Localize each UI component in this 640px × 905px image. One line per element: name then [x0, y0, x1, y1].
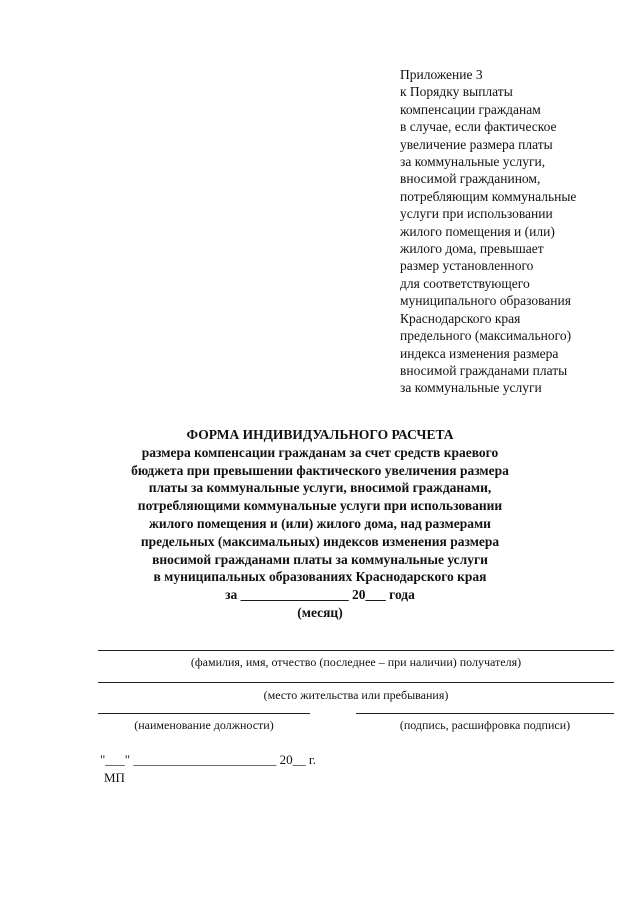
appendix-line: предельного (максимального): [400, 328, 572, 344]
appendix-line: Приложение 3: [400, 67, 483, 82]
recipient-name-caption: (фамилия, имя, отчество (последнее – при наличии) получателя): [190, 655, 522, 669]
form-subtitle-line: предельных (максимальных) индексов изменения размера: [140, 533, 500, 549]
form-heading: ФОРМА ИНДИВИДУАЛЬНОГО РАСЧЕТА: [186, 427, 454, 442]
appendix-line: жилого помещения и (или): [400, 223, 555, 239]
appendix-line: индекса изменения размера: [400, 345, 559, 361]
appendix-line: для соответствующего: [400, 275, 530, 291]
period-year-suffix: года: [389, 587, 415, 602]
appendix-line: вносимой гражданами платы: [400, 362, 568, 378]
period-line: [60, 586, 580, 604]
period-year[interactable]: 20___: [352, 587, 386, 602]
form-title-block: [60, 426, 580, 586]
appendix-line: увеличение размера платы: [400, 136, 553, 152]
appendix-line: размер установленного: [400, 258, 534, 274]
position-field[interactable]: [98, 713, 310, 714]
residence-caption: (место жительства или пребывания): [263, 688, 449, 702]
date-field[interactable]: "___" ______________________ 20__ г.: [100, 752, 316, 767]
form-subtitle-line: жилого помещения и (или) жилого дома, над размерами: [149, 515, 491, 531]
form-subtitle-line: бюджета при превышении фактического увеличения размера: [131, 462, 509, 478]
recipient-name-field[interactable]: [98, 650, 614, 651]
appendix-line: жилого дома, превышает: [400, 241, 544, 257]
appendix-line: за коммунальные услуги: [400, 380, 542, 396]
stamp-label: МП: [104, 770, 125, 785]
period-prefix: за: [225, 587, 238, 602]
appendix-line: к Порядку выплаты: [400, 84, 513, 100]
form-subtitle-line: размера компенсации гражданам за счет средств краевого: [141, 444, 499, 460]
signature-field[interactable]: [356, 713, 614, 714]
period-caption: (месяц): [297, 605, 343, 620]
period-month-blank[interactable]: ________________: [240, 587, 349, 602]
residence-field[interactable]: [98, 682, 614, 683]
appendix-line: компенсации гражданам: [400, 101, 541, 117]
appendix-line: потребляющим коммунальные: [400, 188, 577, 204]
appendix-line: за коммунальные услуги,: [400, 154, 546, 170]
appendix-line: Краснодарского края: [400, 310, 521, 326]
appendix-block: [400, 66, 630, 397]
position-caption: (наименование должности): [134, 718, 274, 732]
signature-caption: (подпись, расшифровка подписи): [399, 718, 571, 732]
form-subtitle-line: в муниципальных образованиях Краснодарского края: [153, 569, 487, 585]
appendix-line: услуги при использовании: [400, 206, 553, 222]
form-subtitle-line: потребляющими коммунальные услуги при использовании: [137, 498, 503, 514]
form-subtitle-line: вносимой гражданами платы за коммунальные услуги: [152, 551, 488, 567]
appendix-line: муниципального образования: [400, 293, 571, 309]
appendix-line: в случае, если фактическое: [400, 119, 557, 135]
appendix-line: вносимой гражданином,: [400, 171, 541, 187]
form-subtitle-line: платы за коммунальные услуги, вносимой гражданами,: [148, 480, 492, 496]
